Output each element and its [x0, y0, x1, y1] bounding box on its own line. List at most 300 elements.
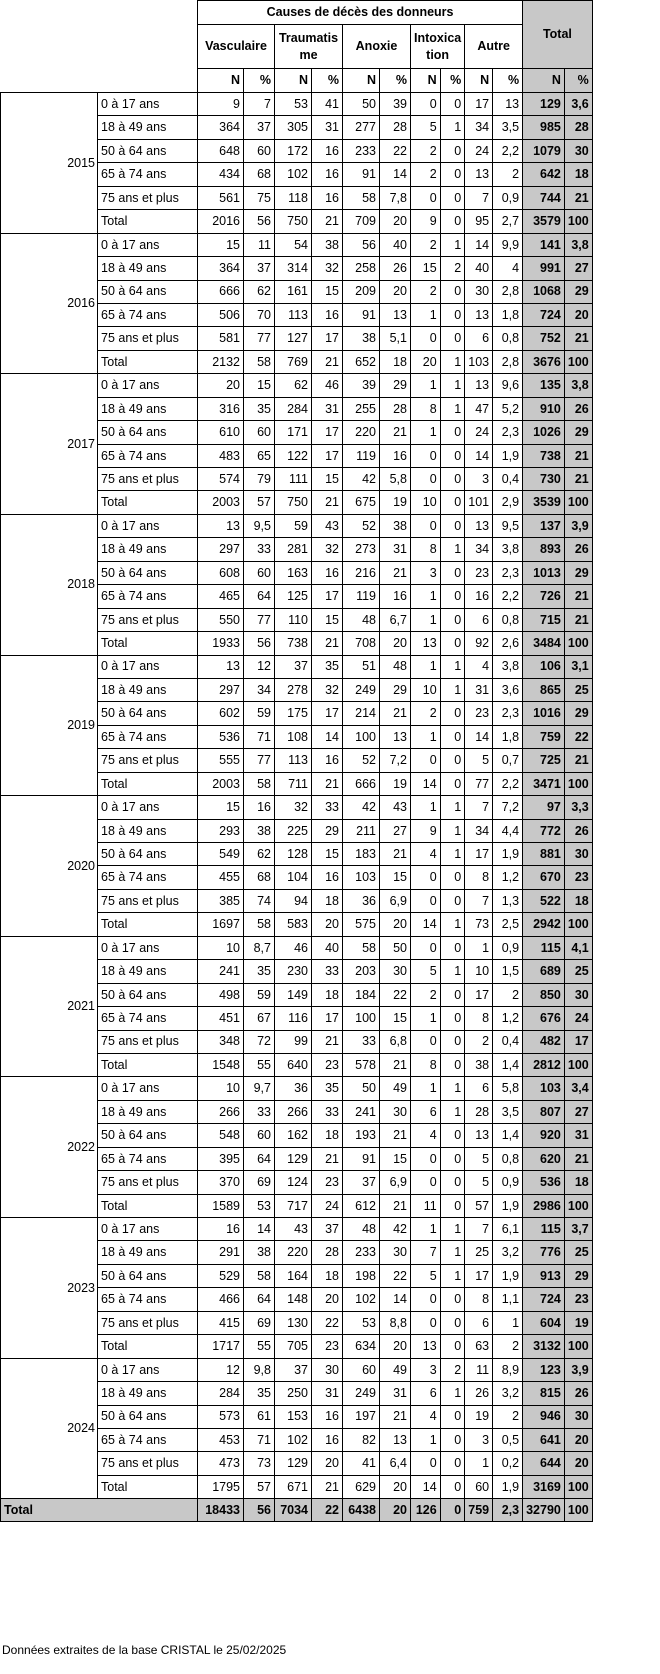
- value-cell: 602: [198, 702, 244, 725]
- value-cell: 183: [343, 843, 380, 866]
- value-cell: 37: [275, 1358, 312, 1381]
- value-cell: 33: [312, 796, 343, 819]
- value-cell: 77: [244, 327, 275, 350]
- total-cell: 31: [564, 1124, 592, 1147]
- total-cell: 137: [523, 514, 565, 537]
- value-cell: 0: [440, 1428, 465, 1451]
- value-cell: 8: [411, 397, 441, 420]
- value-cell: 5: [465, 1171, 493, 1194]
- age-group-label: 18 à 49 ans: [98, 1382, 198, 1405]
- value-cell: 102: [275, 1428, 312, 1451]
- value-cell: 2: [493, 1335, 523, 1358]
- value-cell: 6,4: [380, 1452, 411, 1475]
- value-cell: 34: [465, 819, 493, 842]
- value-cell: 466: [198, 1288, 244, 1311]
- value-cell: 0: [440, 889, 465, 912]
- total-cell: 21: [564, 186, 592, 209]
- value-cell: 21: [380, 421, 411, 444]
- age-group-label: 50 à 64 ans: [98, 1124, 198, 1147]
- value-cell: 1: [411, 796, 441, 819]
- total-cell: 726: [523, 585, 565, 608]
- value-cell: 6: [465, 1077, 493, 1100]
- total-cell: 1026: [523, 421, 565, 444]
- value-cell: 0: [440, 1030, 465, 1053]
- value-cell: 148: [275, 1288, 312, 1311]
- value-cell: 7: [465, 796, 493, 819]
- value-cell: 2,6: [493, 632, 523, 655]
- value-cell: 2,5: [493, 913, 523, 936]
- total-cell: 670: [523, 866, 565, 889]
- value-cell: 13: [465, 1124, 493, 1147]
- value-cell: 0: [440, 1452, 465, 1475]
- value-cell: 49: [380, 1358, 411, 1381]
- value-cell: 11: [465, 1358, 493, 1381]
- value-cell: 18: [312, 983, 343, 1006]
- age-group-label: 18 à 49 ans: [98, 1100, 198, 1123]
- value-cell: 69: [244, 1311, 275, 1334]
- value-cell: 23: [312, 1053, 343, 1076]
- value-cell: 24: [465, 421, 493, 444]
- value-cell: 35: [244, 1382, 275, 1405]
- value-cell: 2016: [198, 210, 244, 233]
- value-cell: 6,7: [380, 608, 411, 631]
- age-group-label: 65 à 74 ans: [98, 1147, 198, 1170]
- value-cell: 258: [343, 257, 380, 280]
- value-cell: 0: [440, 444, 465, 467]
- value-cell: 52: [343, 749, 380, 772]
- corner-cell: [1, 1, 198, 93]
- source-note: Données extraites de la base CRISTAL le 25/02/2025: [2, 1643, 287, 1657]
- value-cell: 40: [465, 257, 493, 280]
- value-cell: 77: [244, 608, 275, 631]
- value-cell: 738: [275, 632, 312, 655]
- value-cell: 284: [198, 1382, 244, 1405]
- value-cell: 23: [312, 1171, 343, 1194]
- value-cell: 16: [312, 749, 343, 772]
- age-group-label: 65 à 74 ans: [98, 303, 198, 326]
- total-cell: 106: [523, 655, 565, 678]
- value-cell: 31: [380, 538, 411, 561]
- age-group-label: Total: [98, 350, 198, 373]
- value-cell: 0: [411, 1288, 441, 1311]
- value-cell: 233: [343, 139, 380, 162]
- value-cell: 9,5: [244, 514, 275, 537]
- value-cell: 55: [244, 1335, 275, 1358]
- value-cell: 32: [312, 538, 343, 561]
- sub-pct: %: [493, 69, 523, 93]
- age-group-label: 50 à 64 ans: [98, 843, 198, 866]
- total-cell: 910: [523, 397, 565, 420]
- total-cell: 23: [564, 1288, 592, 1311]
- value-cell: 48: [343, 1218, 380, 1241]
- year-label: 2021: [1, 936, 98, 1077]
- value-cell: 16: [380, 585, 411, 608]
- value-cell: 1697: [198, 913, 244, 936]
- value-cell: 41: [343, 1452, 380, 1475]
- value-cell: 1: [440, 374, 465, 397]
- value-cell: 63: [465, 1335, 493, 1358]
- value-cell: 1,4: [493, 1053, 523, 1076]
- value-cell: 68: [244, 163, 275, 186]
- age-group-label: 75 ans et plus: [98, 468, 198, 491]
- total-cell: 30: [564, 139, 592, 162]
- value-cell: 9: [411, 819, 441, 842]
- age-group-label: 50 à 64 ans: [98, 983, 198, 1006]
- value-cell: 0: [440, 1288, 465, 1311]
- value-cell: 17: [312, 585, 343, 608]
- value-cell: 717: [275, 1194, 312, 1217]
- table-row: [1, 1358, 593, 1381]
- value-cell: 249: [343, 678, 380, 701]
- value-cell: 0: [411, 866, 441, 889]
- value-cell: 14: [380, 163, 411, 186]
- value-cell: 0,8: [493, 608, 523, 631]
- value-cell: 3: [465, 1428, 493, 1451]
- value-cell: 2003: [198, 772, 244, 795]
- value-cell: 43: [380, 796, 411, 819]
- value-cell: 13: [380, 303, 411, 326]
- value-cell: 8,7: [244, 936, 275, 959]
- value-cell: 30: [380, 1100, 411, 1123]
- total-cell: 676: [523, 1007, 565, 1030]
- value-cell: 0: [440, 772, 465, 795]
- value-cell: 163: [275, 561, 312, 584]
- value-cell: 610: [198, 421, 244, 444]
- value-cell: 69: [244, 1171, 275, 1194]
- total-cell: 1013: [523, 561, 565, 584]
- total-cell: 3,1: [564, 655, 592, 678]
- value-cell: 0: [440, 1311, 465, 1334]
- total-cell: 100: [564, 913, 592, 936]
- value-cell: 1: [440, 397, 465, 420]
- value-cell: 0,8: [493, 1147, 523, 1170]
- value-cell: 53: [343, 1311, 380, 1334]
- total-cell: 23: [564, 866, 592, 889]
- value-cell: 1,8: [493, 725, 523, 748]
- value-cell: 47: [465, 397, 493, 420]
- value-cell: 1: [411, 421, 441, 444]
- age-group-label: Total: [98, 1475, 198, 1498]
- value-cell: 0: [440, 1405, 465, 1428]
- value-cell: 0: [411, 468, 441, 491]
- value-cell: 634: [343, 1335, 380, 1358]
- value-cell: 14: [411, 772, 441, 795]
- value-cell: 291: [198, 1241, 244, 1264]
- total-cell: 100: [564, 1475, 592, 1498]
- value-cell: 57: [465, 1194, 493, 1217]
- value-cell: 116: [275, 1007, 312, 1030]
- value-cell: 57: [244, 491, 275, 514]
- age-group-label: 18 à 49 ans: [98, 678, 198, 701]
- value-cell: 0: [411, 749, 441, 772]
- value-cell: 101: [465, 491, 493, 514]
- value-cell: 9,7: [244, 1077, 275, 1100]
- value-cell: 8: [465, 866, 493, 889]
- value-cell: 549: [198, 843, 244, 866]
- age-group-label: 50 à 64 ans: [98, 1405, 198, 1428]
- value-cell: 666: [343, 772, 380, 795]
- value-cell: 555: [198, 749, 244, 772]
- value-cell: 1: [465, 1452, 493, 1475]
- value-cell: 35: [312, 655, 343, 678]
- value-cell: 2: [411, 702, 441, 725]
- value-cell: 5,8: [380, 468, 411, 491]
- total-cell: 30: [564, 983, 592, 1006]
- value-cell: 60: [244, 1124, 275, 1147]
- value-cell: 6,1: [493, 1218, 523, 1241]
- value-cell: 0: [411, 514, 441, 537]
- age-group-label: 75 ans et plus: [98, 889, 198, 912]
- age-group-label: 65 à 74 ans: [98, 444, 198, 467]
- value-cell: 53: [244, 1194, 275, 1217]
- age-group-label: 65 à 74 ans: [98, 163, 198, 186]
- age-group-label: 0 à 17 ans: [98, 374, 198, 397]
- value-cell: 4,4: [493, 819, 523, 842]
- value-cell: 277: [343, 116, 380, 139]
- total-cell: 893: [523, 538, 565, 561]
- value-cell: 0: [411, 1030, 441, 1053]
- total-cell: 21: [564, 468, 592, 491]
- value-cell: 16: [312, 186, 343, 209]
- causes-group-title: Causes de décès des donneurs: [198, 1, 523, 25]
- value-cell: 70: [244, 303, 275, 326]
- value-cell: 1: [440, 233, 465, 256]
- sub-n: N: [198, 69, 244, 93]
- total-cell: 620: [523, 1147, 565, 1170]
- value-cell: 0,9: [493, 936, 523, 959]
- grand-total-cell: 32790: [523, 1499, 565, 1522]
- value-cell: 197: [343, 1405, 380, 1428]
- total-cell: 19: [564, 1311, 592, 1334]
- value-cell: 14: [380, 1288, 411, 1311]
- value-cell: 21: [312, 210, 343, 233]
- total-cell: 28: [564, 116, 592, 139]
- value-cell: 6,9: [380, 889, 411, 912]
- sub-n: N: [275, 69, 312, 93]
- value-cell: 64: [244, 1288, 275, 1311]
- value-cell: 6: [411, 1382, 441, 1405]
- value-cell: 3: [411, 561, 441, 584]
- age-group-label: 50 à 64 ans: [98, 139, 198, 162]
- value-cell: 17: [312, 1007, 343, 1030]
- value-cell: 2,7: [493, 210, 523, 233]
- total-cell: 100: [564, 632, 592, 655]
- value-cell: 61: [244, 1405, 275, 1428]
- value-cell: 0: [411, 889, 441, 912]
- value-cell: 2: [465, 1030, 493, 1053]
- value-cell: 14: [465, 444, 493, 467]
- value-cell: 33: [244, 1100, 275, 1123]
- value-cell: 38: [465, 1053, 493, 1076]
- value-cell: 1: [440, 1382, 465, 1405]
- value-cell: 22: [380, 983, 411, 1006]
- value-cell: 395: [198, 1147, 244, 1170]
- value-cell: 21: [380, 702, 411, 725]
- total-cell: 985: [523, 116, 565, 139]
- age-group-label: 50 à 64 ans: [98, 561, 198, 584]
- value-cell: 1: [440, 1241, 465, 1264]
- total-cell: 21: [564, 444, 592, 467]
- value-cell: 16: [312, 1405, 343, 1428]
- value-cell: 364: [198, 116, 244, 139]
- total-cell: 20: [564, 1452, 592, 1475]
- value-cell: 385: [198, 889, 244, 912]
- total-cell: 3132: [523, 1335, 565, 1358]
- value-cell: 39: [380, 93, 411, 116]
- value-cell: 17: [312, 444, 343, 467]
- value-cell: 21: [312, 1147, 343, 1170]
- value-cell: 769: [275, 350, 312, 373]
- value-cell: 2: [493, 1405, 523, 1428]
- total-cell: 920: [523, 1124, 565, 1147]
- value-cell: 184: [343, 983, 380, 1006]
- value-cell: 37: [343, 1171, 380, 1194]
- value-cell: 314: [275, 257, 312, 280]
- value-cell: 14: [411, 913, 441, 936]
- value-cell: 21: [380, 1124, 411, 1147]
- total-cell: 129: [523, 93, 565, 116]
- value-cell: 5: [465, 1147, 493, 1170]
- table-row: [1, 233, 593, 256]
- value-cell: 1: [411, 1007, 441, 1030]
- value-cell: 17: [465, 843, 493, 866]
- age-group-label: 75 ans et plus: [98, 1311, 198, 1334]
- value-cell: 7: [244, 93, 275, 116]
- value-cell: 20: [411, 350, 441, 373]
- value-cell: 529: [198, 1264, 244, 1287]
- value-cell: 67: [244, 1007, 275, 1030]
- value-cell: 1,9: [493, 444, 523, 467]
- value-cell: 14: [411, 1475, 441, 1498]
- age-group-label: 0 à 17 ans: [98, 796, 198, 819]
- total-cell: 715: [523, 608, 565, 631]
- value-cell: 7,8: [380, 186, 411, 209]
- sub-pct: %: [380, 69, 411, 93]
- age-group-label: 65 à 74 ans: [98, 585, 198, 608]
- value-cell: 16: [198, 1218, 244, 1241]
- value-cell: 119: [343, 585, 380, 608]
- value-cell: 48: [380, 655, 411, 678]
- value-cell: 71: [244, 1428, 275, 1451]
- value-cell: 3,2: [493, 1382, 523, 1405]
- total-cell: 725: [523, 749, 565, 772]
- total-cell: 1079: [523, 139, 565, 162]
- value-cell: 164: [275, 1264, 312, 1287]
- age-group-label: 18 à 49 ans: [98, 960, 198, 983]
- value-cell: 38: [244, 1241, 275, 1264]
- value-cell: 216: [343, 561, 380, 584]
- value-cell: 2132: [198, 350, 244, 373]
- sub-pct: %: [440, 69, 465, 93]
- value-cell: 129: [275, 1147, 312, 1170]
- value-cell: 59: [244, 983, 275, 1006]
- value-cell: 43: [312, 514, 343, 537]
- value-cell: 128: [275, 843, 312, 866]
- value-cell: 0: [440, 749, 465, 772]
- value-cell: 100: [343, 1007, 380, 1030]
- total-cell: 24: [564, 1007, 592, 1030]
- value-cell: 103: [465, 350, 493, 373]
- value-cell: 52: [343, 514, 380, 537]
- value-cell: 39: [343, 374, 380, 397]
- value-cell: 13: [465, 514, 493, 537]
- value-cell: 92: [465, 632, 493, 655]
- value-cell: 103: [343, 866, 380, 889]
- age-group-label: Total: [98, 491, 198, 514]
- value-cell: 709: [343, 210, 380, 233]
- value-cell: 1: [440, 1077, 465, 1100]
- value-cell: 1: [411, 585, 441, 608]
- value-cell: 415: [198, 1311, 244, 1334]
- total-cell: 123: [523, 1358, 565, 1381]
- year-label: 2017: [1, 374, 98, 515]
- value-cell: 2,2: [493, 139, 523, 162]
- value-cell: 46: [275, 936, 312, 959]
- value-cell: 15: [198, 796, 244, 819]
- total-column-header: Total: [523, 1, 593, 69]
- value-cell: 35: [244, 397, 275, 420]
- value-cell: 0: [440, 327, 465, 350]
- total-cell: 807: [523, 1100, 565, 1123]
- age-group-label: Total: [98, 1053, 198, 1076]
- age-group-label: Total: [98, 772, 198, 795]
- total-cell: 115: [523, 936, 565, 959]
- value-cell: 60: [244, 139, 275, 162]
- value-cell: 37: [244, 257, 275, 280]
- value-cell: 58: [244, 1264, 275, 1287]
- value-cell: 113: [275, 303, 312, 326]
- value-cell: 1,8: [493, 303, 523, 326]
- total-cell: 815: [523, 1382, 565, 1405]
- value-cell: 1: [440, 960, 465, 983]
- value-cell: 640: [275, 1053, 312, 1076]
- value-cell: 20: [380, 913, 411, 936]
- value-cell: 0: [440, 702, 465, 725]
- value-cell: 58: [244, 772, 275, 795]
- value-cell: 13: [380, 725, 411, 748]
- grand-total-cell: 56: [244, 1499, 275, 1522]
- value-cell: 16: [312, 1428, 343, 1451]
- table-row: [1, 1077, 593, 1100]
- age-group-label: 0 à 17 ans: [98, 1218, 198, 1241]
- total-cell: 759: [523, 725, 565, 748]
- value-cell: 43: [275, 1218, 312, 1241]
- value-cell: 575: [343, 913, 380, 936]
- total-cell: 724: [523, 303, 565, 326]
- age-group-label: 18 à 49 ans: [98, 397, 198, 420]
- value-cell: 26: [380, 257, 411, 280]
- value-cell: 64: [244, 585, 275, 608]
- value-cell: 73: [465, 913, 493, 936]
- value-cell: 6,8: [380, 1030, 411, 1053]
- value-cell: 1: [465, 936, 493, 959]
- value-cell: 28: [380, 397, 411, 420]
- age-group-label: Total: [98, 632, 198, 655]
- value-cell: 1,2: [493, 1007, 523, 1030]
- value-cell: 59: [275, 514, 312, 537]
- value-cell: 12: [244, 655, 275, 678]
- total-cell: 522: [523, 889, 565, 912]
- value-cell: 16: [312, 163, 343, 186]
- value-cell: 6,9: [380, 1171, 411, 1194]
- age-group-label: 75 ans et plus: [98, 749, 198, 772]
- value-cell: 273: [343, 538, 380, 561]
- value-cell: 15: [380, 866, 411, 889]
- cause-header-anoxie: Anoxie: [343, 25, 411, 69]
- sub-n: N: [411, 69, 441, 93]
- value-cell: 1: [411, 374, 441, 397]
- year-label: 2022: [1, 1077, 98, 1218]
